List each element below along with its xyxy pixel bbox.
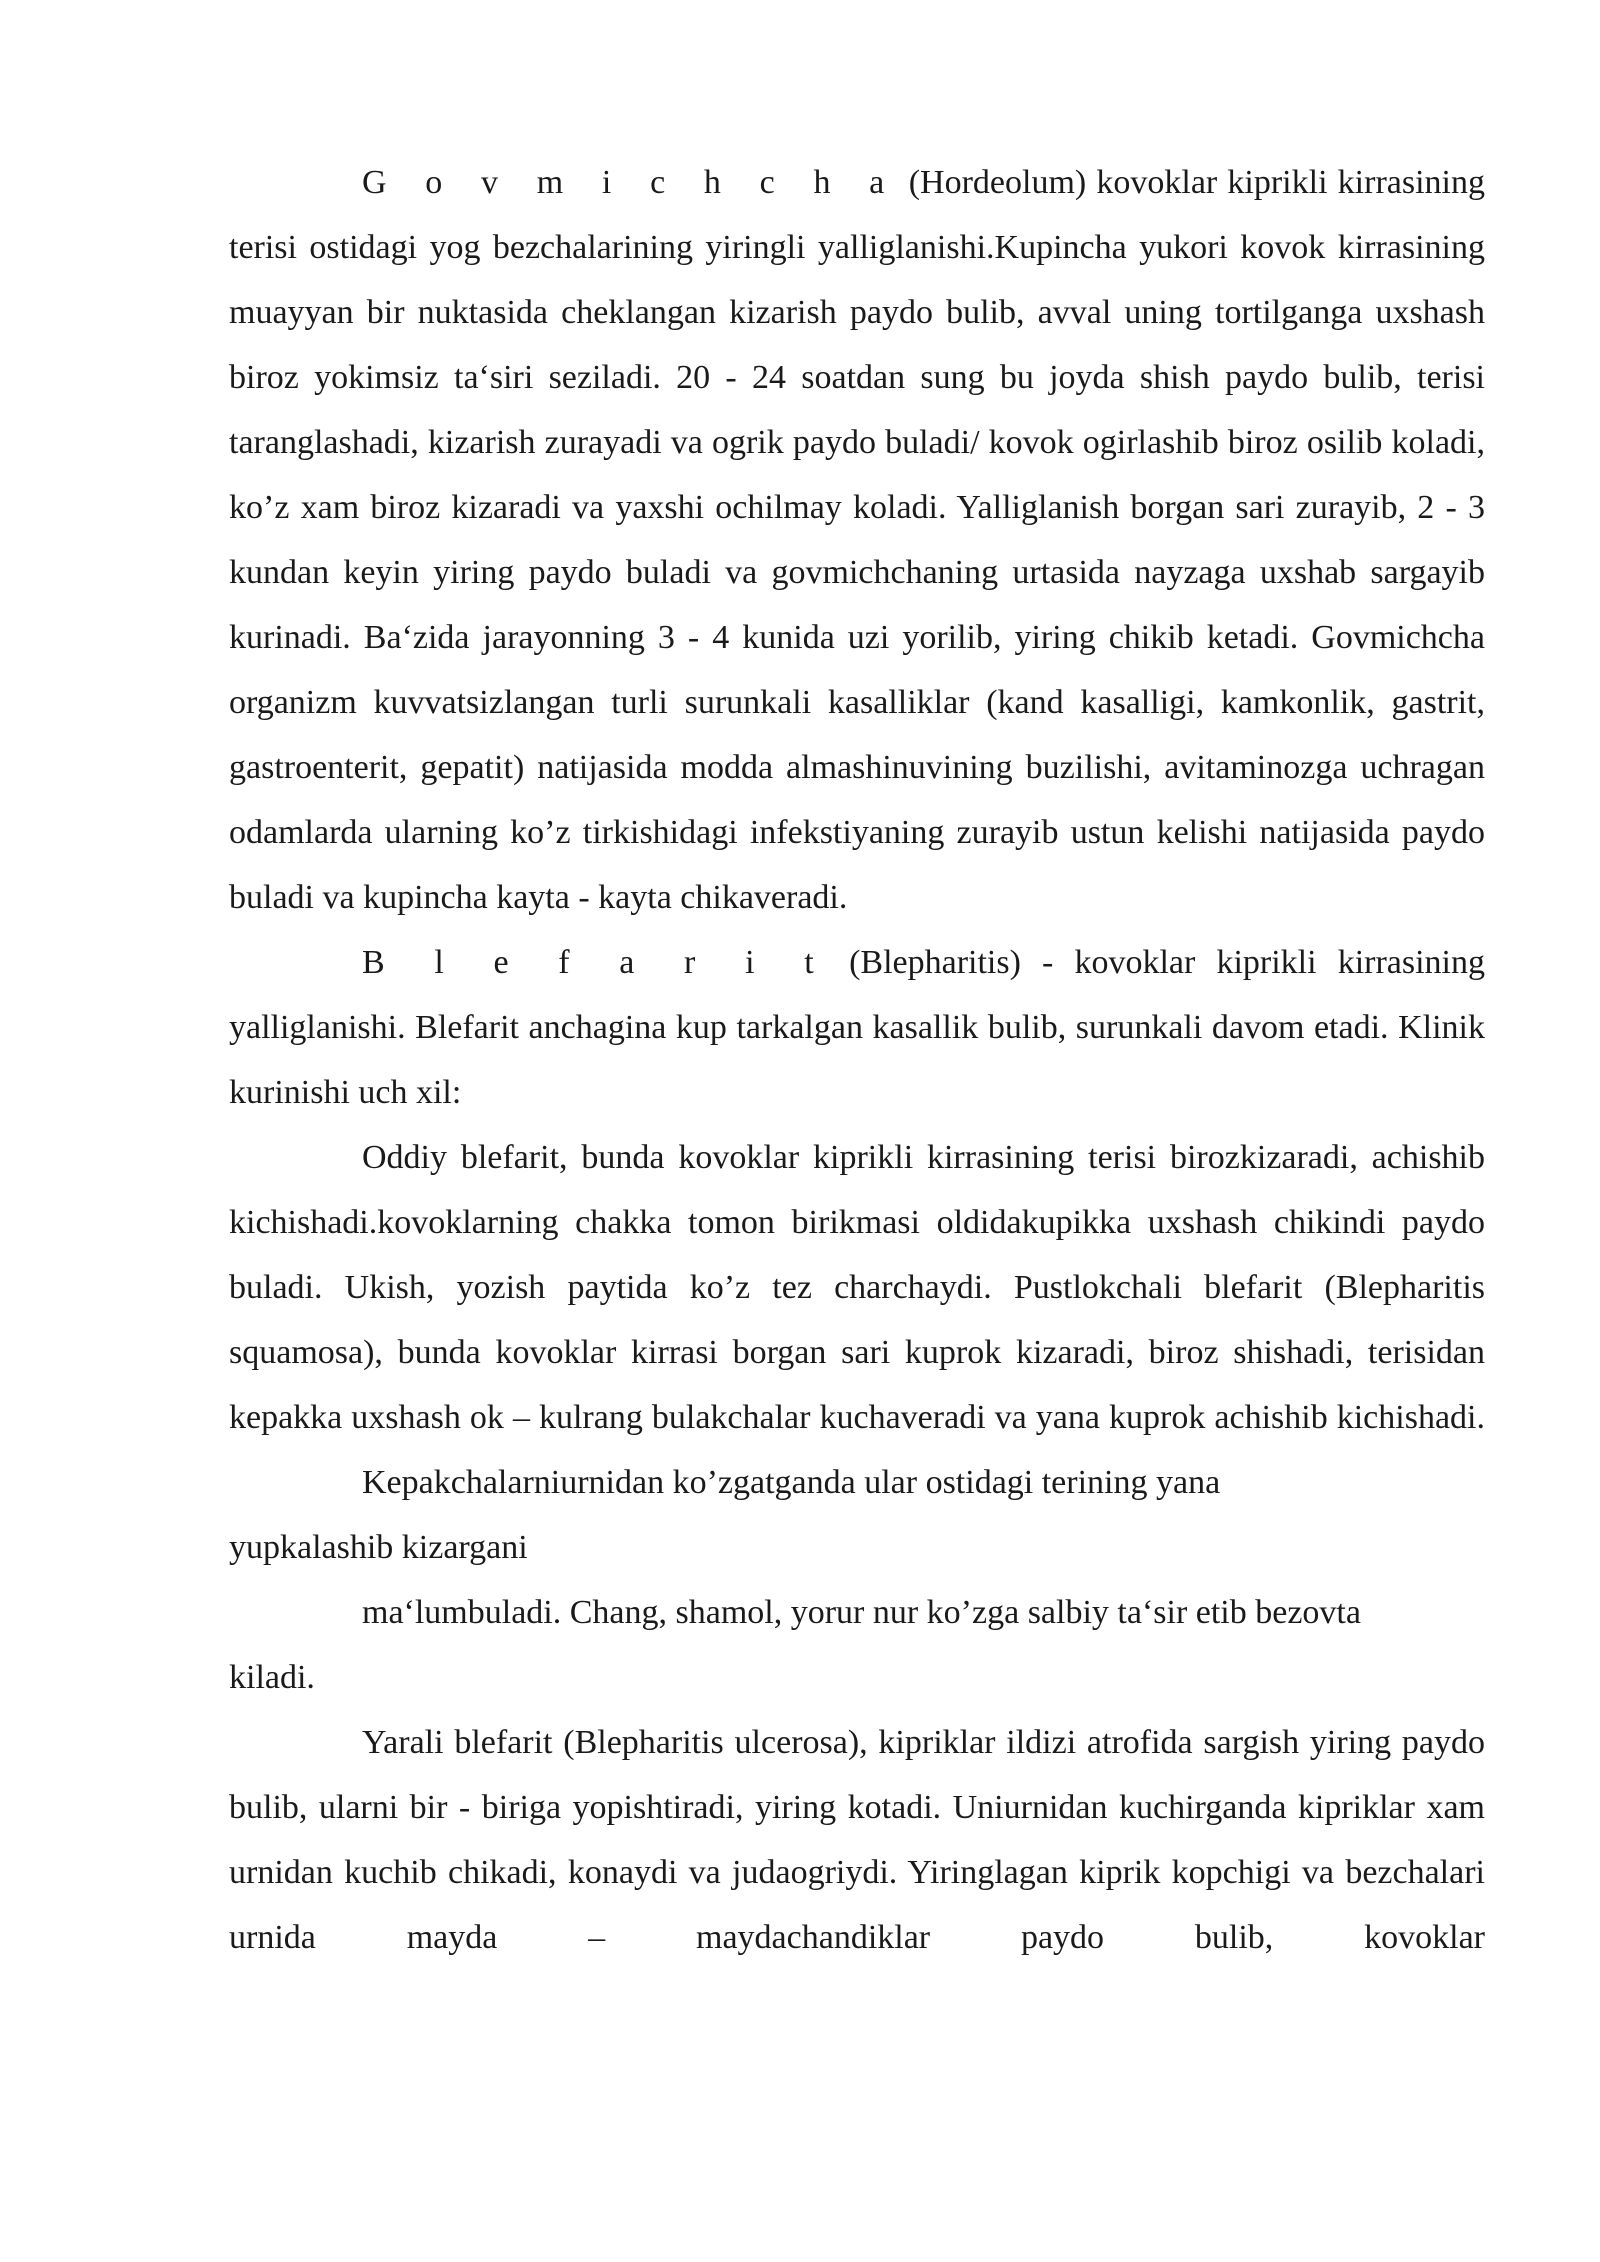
paragraph-ulcerative-blepharitis: Yarali blefarit (Blepharitis ulcerosa), kipriklar ildizi atrofida sargish yiring paydo bulib, ularni bir - biriga yopishtiradi, yiring kotadi. Uniurnidan kuchirganda kipriklar xam urnidan kuchib chikadi, konaydi va judaogriydi. Yiringlagan kiprik kopchigi va bezchalari urnida mayda – maydachandiklar paydo bulib, kovoklar [229,1724,1485,1956]
term-blefarit: B l e f a r i t [362,944,828,981]
paragraph-scales-line-1: Kepakchalarniurnidan ko’zgatganda ular ostidagi terining yana [362,1464,1221,1501]
paragraph-hordeolum [229,150,1485,930]
paragraph-irritants-line-1: ma‘lumbuladi. Chang, shamol, yorur nur ko’zga salbiy ta‘sir etib bezovta [362,1594,1361,1631]
paragraph-simple-blepharitis: Oddiy blefarit, bunda kovoklar kiprikli kirrasining terisi birozkizaradi, achishib kichishadi.kovoklarning chakka tomon birikmasi oldidakupikka uxshash chikindi paydo buladi. Ukish, yozish paytida ko’z tez charchaydi. Pustlokchali blefarit (Blepharitis squamosa), bunda kovoklar kirrasi borgan sari kuprok kizaradi, biroz shishadi, terisidan kepakka uxshash ok – kulrang bulakchalar kuchaveradi va yana kuprok achishib kichishadi. [229,1139,1485,1436]
term-govmichcha: G o v m i c h c h a [362,164,899,201]
paragraph-hordeolum-text: (Hordeolum) kovoklar kiprikli kirrasining terisi ostidagi yog bezchalarining yiringli yalliglanishi.Kupincha yukori kovok kirrasining muayyan bir nuktasida cheklangan kizarish paydo bulib, avval uning tortilganga uxshash biroz yokimsiz ta‘siri seziladi. 20 - 24 soatdan sung bu joyda shish paydo bulib, terisi taranglashadi, kizarish zurayadi va ogrik paydo buladi/ kovok ogirlashib biroz osilib koladi, ko’z xam biroz kizaradi va yaxshi ochilmay koladi. Yalliglanish borgan sari zurayib, 2 - 3 kundan keyin yiring paydo buladi va govmichchaning urtasida nayzaga uxshab sargayib kurinadi. Ba‘zida jarayonning 3 - 4 kunida uzi yorilib, yiring chikib ketadi. Govmichcha organizm kuvvatsizlangan turli surunkali kasalliklar (kand kasalligi, kamkonlik, gastrit, gastroenterit, gepatit) natijasida modda almashinuvining buzilishi, avitaminozga uchragan odamlarda ularning ko’z tirkishidagi infekstiyaning zurayib ustun kelishi natijasida paydo buladi va kupincha kayta - kayta chikaveradi. [229,164,1485,916]
paragraph-irritants-line-2: kiladi. [229,1659,315,1696]
paragraph-blepharitis-text: (Blepharitis) - kovoklar kiprikli kirrasining yalliglanishi. Blefarit anchagina kup tarkalgan kasallik bulib, surunkali davom etadi. Klinik kurinishi uch xil: [229,944,1486,1111]
paragraph-scales-line-2: yupkalashib kizargani [229,1529,528,1566]
document-body [229,150,1485,1970]
paragraph-blepharitis [229,930,1485,1125]
